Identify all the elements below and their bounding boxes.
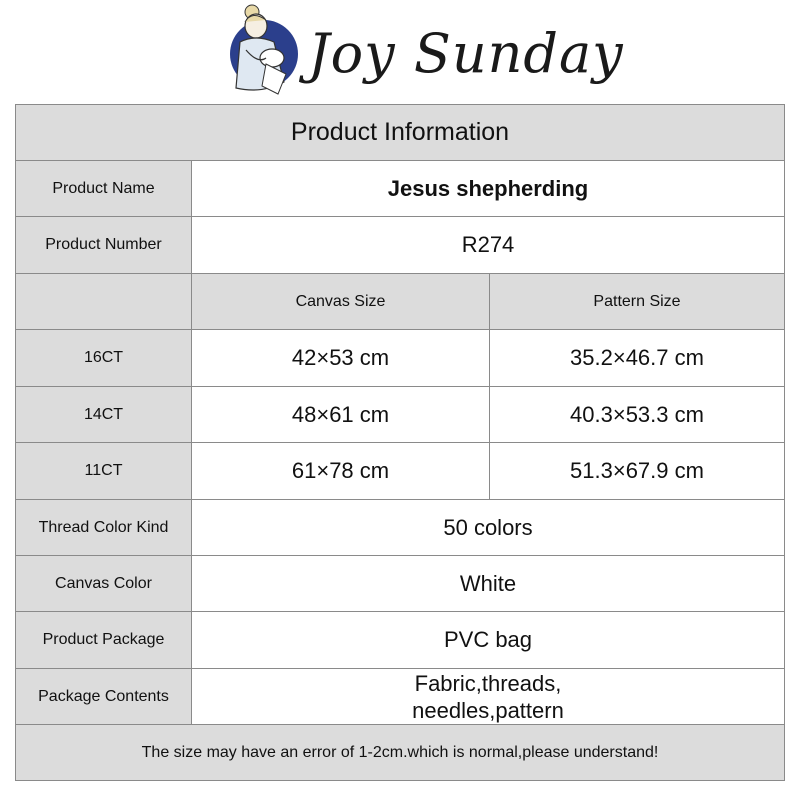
pattern-size-value: 35.2×46.7 cm <box>490 330 784 387</box>
package-contents-line-2: needles,pattern <box>412 697 564 723</box>
canvas-color-value: White <box>192 556 784 612</box>
pattern-size-value: 40.3×53.3 cm <box>490 387 784 443</box>
canvas-color-label: Canvas Color <box>16 556 192 612</box>
thread-color-value: 50 colors <box>192 500 784 556</box>
pattern-size-value: 51.3×67.9 cm <box>490 443 784 500</box>
size-row-label: 16CT <box>16 330 192 387</box>
size-row-label: 14CT <box>16 387 192 443</box>
thread-color-label: Thread Color Kind <box>16 500 192 556</box>
product-name-value: Jesus shepherding <box>192 161 784 217</box>
canvas-size-header: Canvas Size <box>192 274 490 330</box>
size-error-note: The size may have an error of 1-2cm.which is normal,please understand! <box>16 725 784 780</box>
brand-name: Joy Sunday <box>308 22 624 85</box>
package-contents-label: Package Contents <box>16 669 192 725</box>
package-contents-line-1: Fabric,threads, <box>414 670 562 696</box>
embroidering-woman-icon <box>222 2 302 98</box>
canvas-size-value: 48×61 cm <box>192 387 490 443</box>
canvas-size-value: 42×53 cm <box>192 330 490 387</box>
brand-header <box>0 0 800 100</box>
product-info-table <box>15 104 785 781</box>
product-number-label: Product Number <box>16 217 192 274</box>
product-package-label: Product Package <box>16 612 192 669</box>
product-package-value: PVC bag <box>192 612 784 669</box>
canvas-size-value: 61×78 cm <box>192 443 490 500</box>
table-title: Product Information <box>16 105 784 161</box>
pattern-size-header: Pattern Size <box>490 274 784 330</box>
product-name-label: Product Name <box>16 161 192 217</box>
size-header-blank <box>16 274 192 330</box>
product-number-value: R274 <box>192 217 784 274</box>
size-row-label: 11CT <box>16 443 192 500</box>
package-contents-value <box>192 669 784 725</box>
